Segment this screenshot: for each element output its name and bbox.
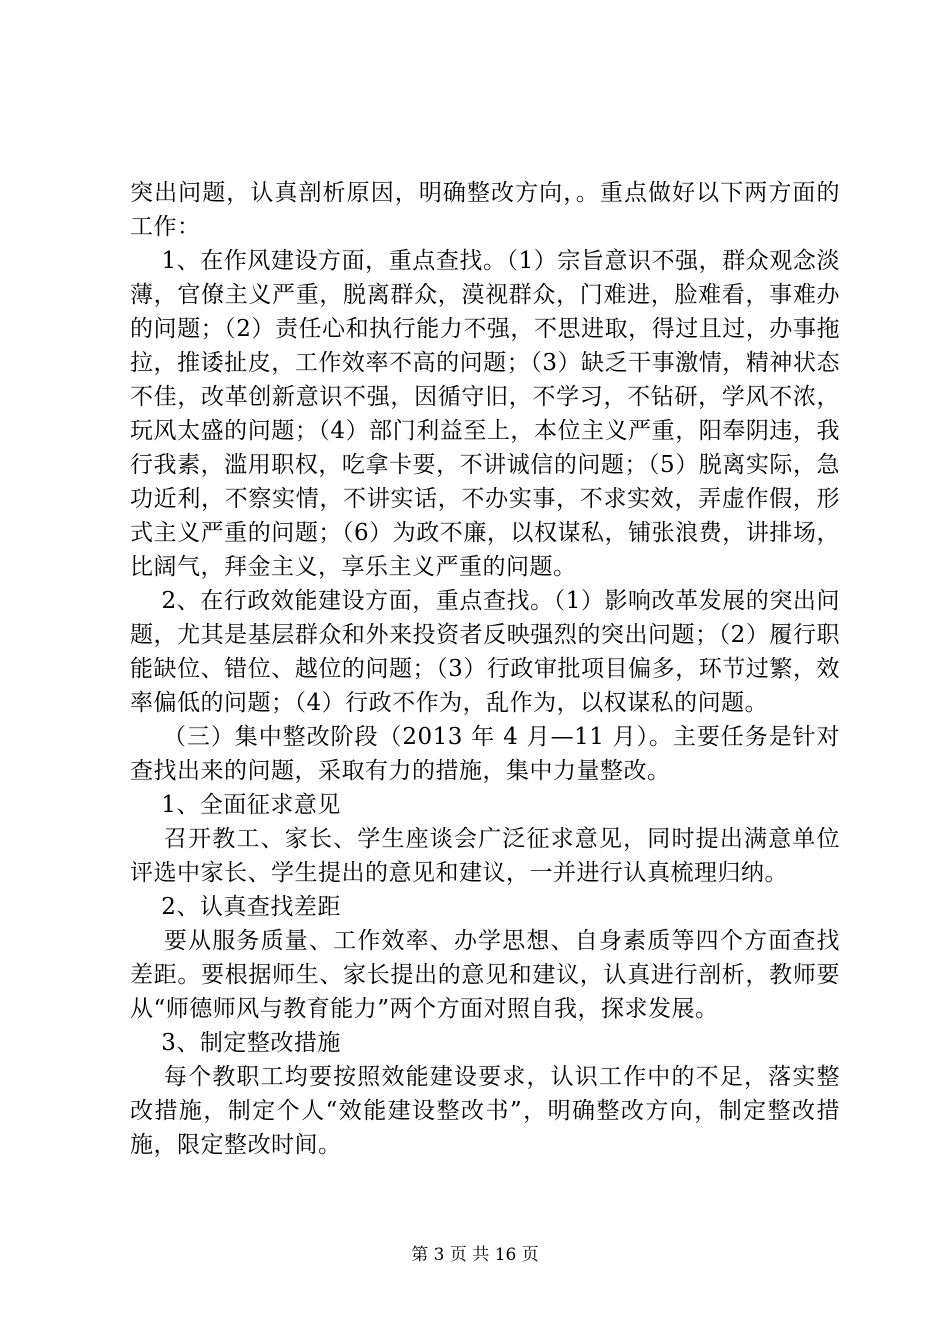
paragraph-rectification-measures: 每个教职工均要按照效能建设要求，认识工作中的不足，落实整改措施，制定个人“效能建设整改书”，明确整改方向，制定整改措施，限定整改时间。 — [130, 1064, 840, 1158]
paragraph-style-inspection: 1、在作风建设方面，重点查找。（1）宗旨意识不强，群众观念淡薄，官僚主义严重，脱离群众，漠视群众，门难进，脸难看，事难办的问题；（2）责任心和执行能力不强，不思进取，得过且过，办事拖拉，推诿扯皮，工作效率不高的问题；（3）缺乏干事激情，精神状态不佳，改革创新意识不强，因循守旧，不学习，不钻研，学风不浓，玩风太盛的问题；（4）部门利益至上，本位主义严重，阳奉阴违，我行我素，滥用职权，吃拿卡要，不讲诚信的问题；（5）脱离实际，急功近利，不察实情，不讲实话，不办实事，不求实效，弄虚作假，形式主义严重的问题；（6）为政不廉，以权谋私，铺张浪费，讲排场，比阔气，拜金主义，享乐主义严重的问题。 — [130, 248, 840, 580]
heading-solicit-opinions: 1、全面征求意见 — [130, 792, 341, 818]
heading-rectification-measures: 3、制定整改措施 — [130, 1030, 341, 1056]
paragraph-find-gaps: 要从服务质量、工作效率、办学思想、自身素质等四个方面查找差距。要根据师生、家长提出的意见和建议，认真进行剖析，教师要从“师德师风与教育能力”两个方面对照自我，探求发展。 — [130, 928, 840, 1022]
heading-find-gaps: 2、认真查找差距 — [130, 894, 341, 920]
paragraph-rectification-stage: （三）集中整改阶段（2013 年 4 月—11 月）。主要任务是针对查找出来的问题，采取有力的措施，集中力量整改。 — [130, 724, 840, 784]
paragraph-efficiency-inspection: 2、在行政效能建设方面，重点查找。（1）影响改革发展的突出问题，尤其是基层群众和外来投资者反映强烈的突出问题；（2）履行职能缺位、错位、越位的问题；（3）行政审批项目偏多，环节过繁，效率偏低的问题；（4）行政不作为，乱作为，以权谋私的问题。 — [130, 588, 840, 716]
document-body — [130, 176, 840, 1162]
paragraph-solicit-opinions: 召开教工、家长、学生座谈会广泛征求意见，同时提出满意单位评选中家长、学生提出的意见和建议，一并进行认真梳理归纳。 — [130, 826, 840, 886]
paragraph-continuation: 突出问题，认真剖析原因，明确整改方向，。重点做好以下两方面的工作： — [130, 180, 840, 240]
page-number-footer: 第 3 页 共 16 页 — [411, 1245, 539, 1265]
